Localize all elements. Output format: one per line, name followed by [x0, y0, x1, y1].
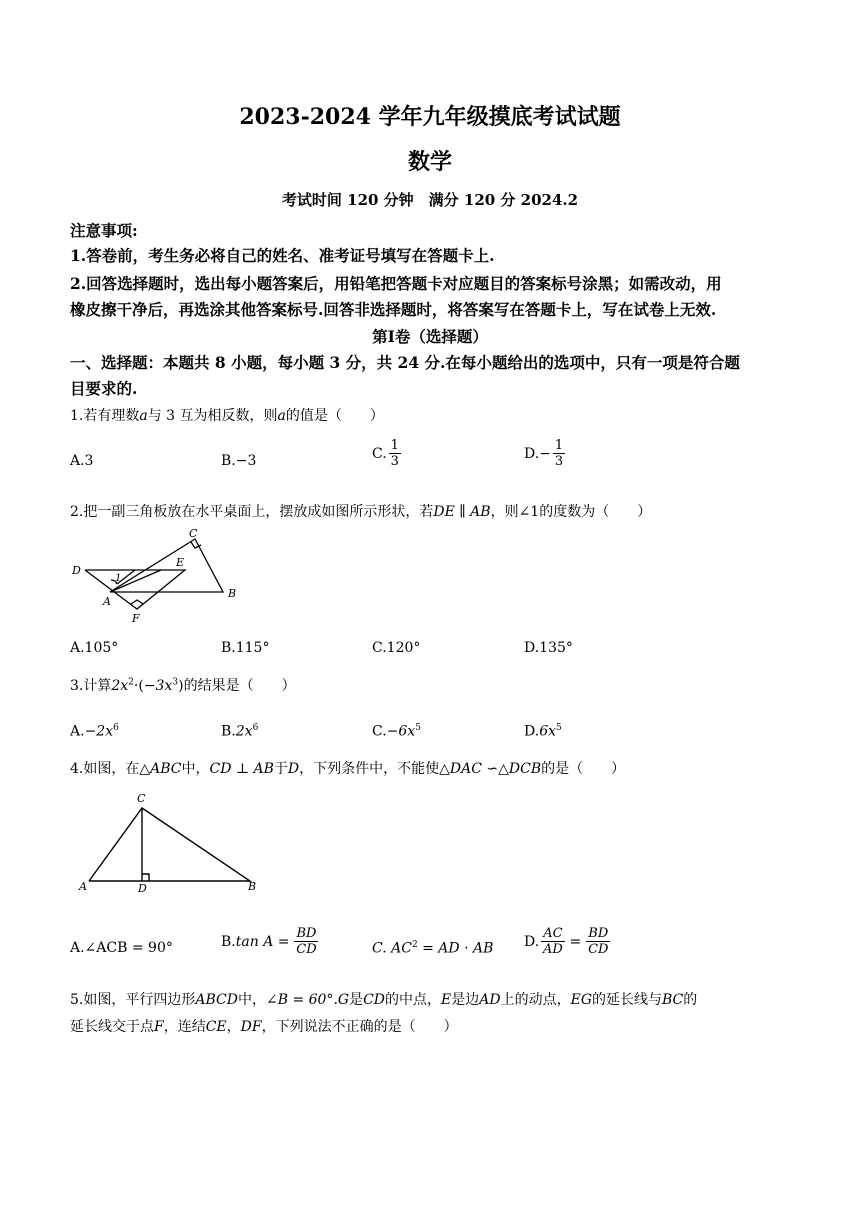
question-2: 2.把一副三角板放在水平桌面上，摆放成如图所示形状，若DE ∥ AB，则∠1的度数为（ ） — [70, 504, 652, 520]
question-5-line-2: 延长线交于点F，连结CE，DF，下列说法不正确的是（ ） — [70, 1019, 458, 1035]
q2-label-f: F — [132, 612, 140, 625]
q3-option-d: $D.6x^5$ — [524, 723, 562, 740]
question-3: 3.计算$2x^2\cdot(-3x^3)$的结果是（ ） — [70, 677, 296, 694]
q4-label-a: A — [79, 880, 87, 893]
question-4: 4.如图，在△ABC中，CD ⊥ AB于D，下列条件中，不能使△DAC ∽△DCB的是（ ） — [70, 761, 626, 777]
q2-label-b: B — [228, 587, 237, 600]
q1-option-b: B.−3 — [221, 453, 257, 469]
section-line-1: 一、选择题：本题共 8 小题，每小题 3 分，共 24 分.在每小题给出的选项中，只有一项是符合题 — [70, 353, 740, 372]
q2-label-d: D — [72, 564, 81, 577]
q1-option-d: D. − $\frac{1}{3}$ — [524, 438, 564, 469]
q4-label-d: D — [138, 882, 147, 895]
notice-item-1: 1.答卷前，考生务必将自己的姓名、准考证号填写在答题卡上. — [70, 246, 495, 265]
q4-option-b: B. tan A = $\frac{BD}{CD}$ — [221, 926, 317, 957]
q4-figure — [72, 790, 267, 895]
section-line-2: 目要求的. — [70, 379, 138, 398]
q2-label-e: E — [176, 556, 185, 569]
q4-label-c: C — [137, 792, 146, 805]
q3-option-b: $B.2x^6$ — [221, 723, 259, 740]
q4-option-a: A.∠ACB = 90° — [70, 940, 173, 956]
q2-label-1: 1 — [115, 573, 122, 584]
question-5-line-1: 5.如图，平行四边形ABCD中，∠B = 60°.G是CD的中点，E是边AD上的动点，EG的延长线与BC的 — [70, 992, 698, 1008]
question-1: 1.若有理数a与 3 互为相反数，则a的值是（ ） — [70, 408, 384, 424]
exam-subject: 数学 — [407, 149, 452, 175]
q2-label-a: A — [103, 595, 111, 608]
part-title: 第Ⅰ卷（选择题） — [372, 327, 488, 346]
notice-heading: 注意事项: — [70, 221, 138, 240]
exam-title: 2023-2024 学年九年级摸底考试试题 — [239, 104, 621, 130]
notice-item-2b: 橡皮擦干净后，再选涂其他答案标号.回答非选择题时，将答案写在答题卡上，写在试卷上无效. — [70, 300, 717, 319]
q3-option-c: $C.-6x^5$ — [372, 723, 421, 740]
q3-option-a: $A.-2x^6$ — [70, 723, 119, 740]
q2-option-b: B.115° — [221, 640, 270, 656]
q2-option-d: D.135° — [524, 640, 573, 656]
q2-label-c: C — [189, 527, 198, 540]
exam-meta: 考试时间 120 分钟 满分 120 分 2024.2 — [281, 191, 579, 209]
q2-figure — [65, 526, 255, 626]
q4-label-b: B — [248, 880, 257, 893]
notice-item-2a: 2.回答选择题时，选出每小题答案后，用铅笔把答题卡对应题目的答案标号涂黑；如需改动，用 — [70, 274, 722, 293]
q2-option-c: C.120° — [372, 640, 421, 656]
q2-option-a: A.105° — [70, 640, 119, 656]
q1-option-c: C. $\frac{1}{3}$ — [372, 438, 399, 469]
q4-option-d: D. $\frac{AC}{AD}$ = $\frac{BD}{CD}$ — [524, 926, 609, 957]
q4-option-c: C. $AC^2$ = AD · AB — [372, 940, 494, 957]
q1-option-a: A.3 — [70, 453, 94, 469]
